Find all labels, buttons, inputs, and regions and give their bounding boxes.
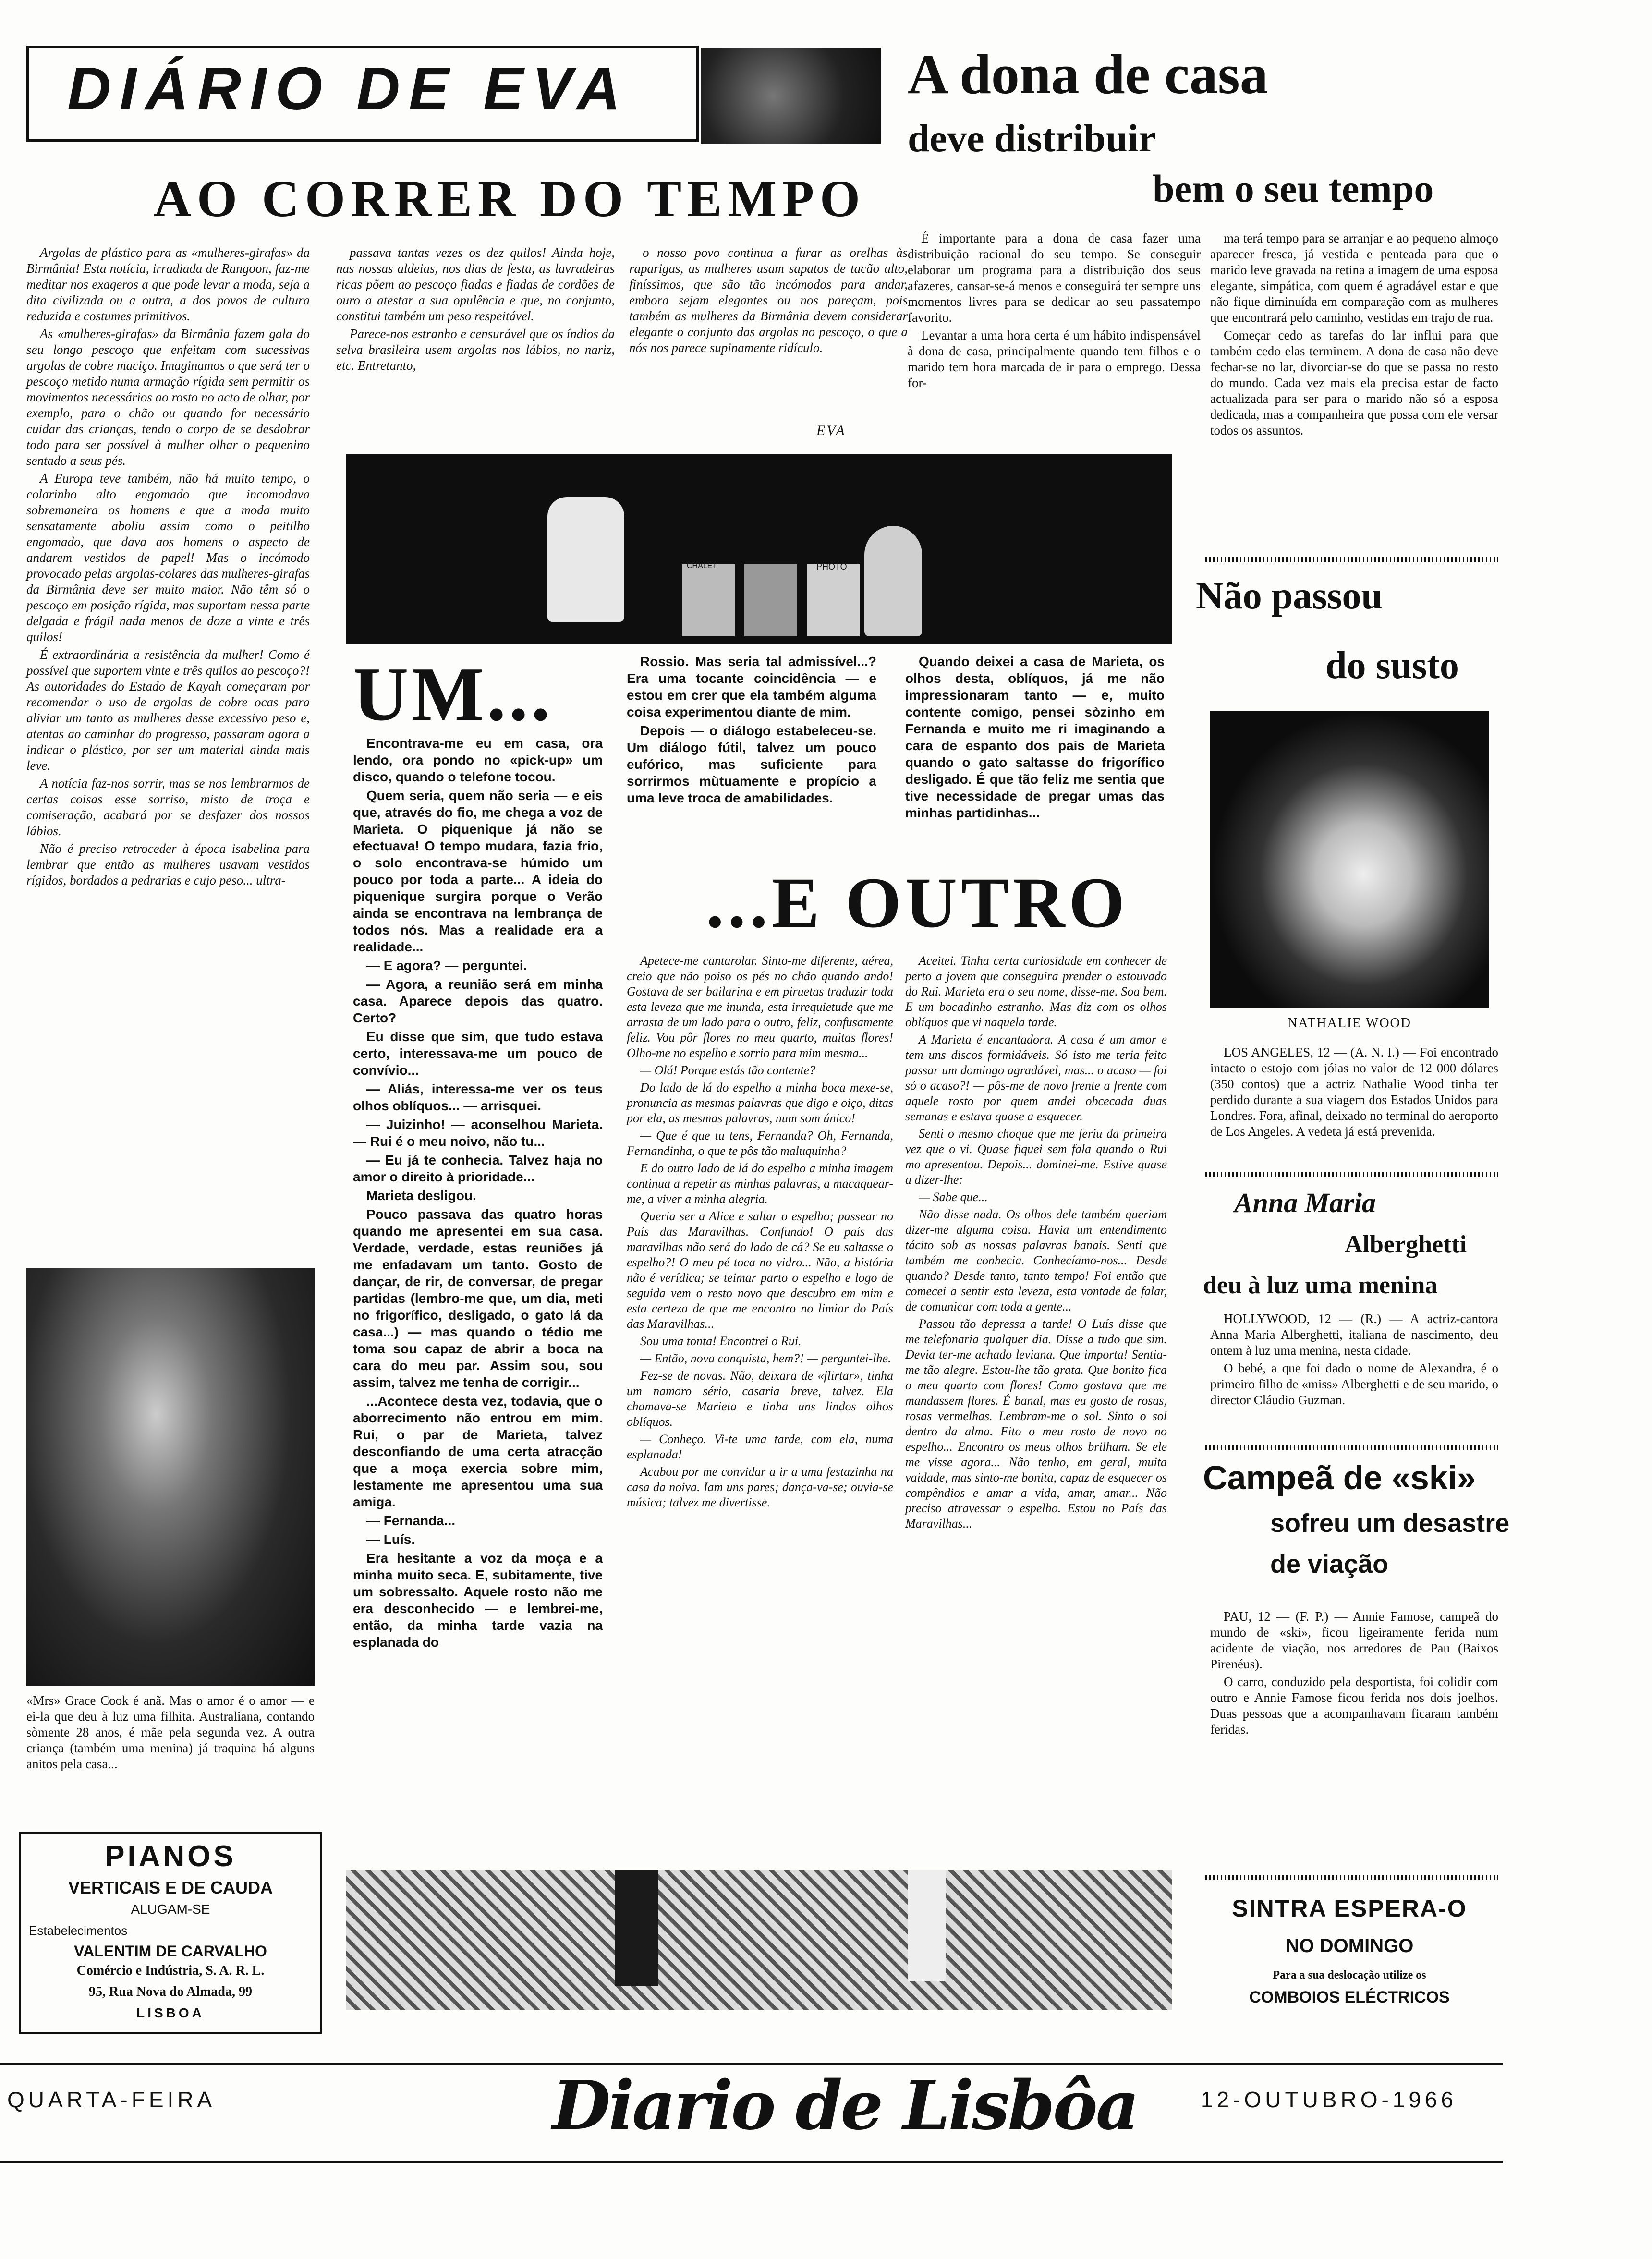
photo-figure: [864, 526, 922, 636]
photo-sign: PHOTO: [816, 562, 847, 571]
paragraph: o nosso povo continua a furar as orelhas às raparigas, as mulheres usam sapatos de tacão alto, finíssimos, que são tão incómodos para andar, embora sejam elegantes ou nos pareçam, pois também as mulheres da Birmânia devem considerar elegante o conjunto das argolas no pescoço, o que a nós nos parece supinamente ridículo.: [629, 245, 908, 355]
photo-legs: [908, 1870, 946, 1981]
paragraph: Rossio. Mas seria tal admissível...? Era uma tocante coincidência — e estou em crer que ela também alguma coisa experimentou diante de mim.: [627, 654, 876, 719]
pianos-ad-line: Comércio e Indústria, S. A. R. L.: [76, 1963, 265, 1978]
paragraph: Era hesitante a voz da moça e a minha muito seca. E, subitamente, tive um sobressalto. Aquele rosto não me era desconhecido — e lembrei-me, então, da minha tarde vazia na esplanada do: [353, 1551, 603, 1650]
paragraph: A Marieta é encantadora. A casa é um amor e tem uns discos formidáveis. Só isto me teria feito passar um domingo agradável, mas... o acaso — foi só o acaso?! — pôs-me de novo frente a frente com aquele rosto por quem andei obcecada duas semanas e estava quase a esquecer.: [905, 1032, 1167, 1123]
paragraph: — E agora? — perguntei.: [366, 958, 527, 973]
dona-headline-1: A dona de casa: [908, 43, 1268, 106]
paragraph: — Sabe que...: [919, 1190, 988, 1204]
paragraph: Apetece-me cantarolar. Sinto-me diferente, aérea, creio que não poiso os pés no chão quando ando! Gostava de ser bailarina e em piruetas traduzir toda esta leveza que me inunda, esta irrequietude que me arrasta de um lado para o outro, feliz, confusamente feliz. Vou pôr flores no meu quarto, muitas flores! Olho-me no espelho e sorrio para mim mesma...: [627, 954, 893, 1060]
story-title-um: UM...: [353, 651, 553, 737]
sintra-ad-line: SINTRA ESPERA-O: [1232, 1895, 1467, 1922]
ski-article: [1210, 1609, 1498, 1739]
nathalie-wood-photo: [1210, 711, 1489, 1008]
pianos-ad-line: VERTICAIS E DE CAUDA: [68, 1878, 273, 1897]
paragraph: É importante para a dona de casa fazer uma distribuição racional do seu tempo. Se conseguir elaborar um programa para a distribuição dos seus afazeres, cansar-se-á menos e conseguirá ter sempre uns momentos livres para se dedicar ao seu passatempo favorito.: [908, 231, 1201, 325]
paragraph: Depois — o diálogo estabeleceu-se. Um diálogo fútil, talvez um pouco eufórico, mas suficiente para sorrirmos mùtuamente e propício a uma leve troca de amabilidades.: [627, 723, 876, 805]
sintra-ad-line: COMBOIOS ELÉCTRICOS: [1249, 1988, 1450, 2006]
eva-masthead-title: DIÁRIO DE EVA: [67, 55, 629, 122]
separator: [1205, 1445, 1498, 1450]
eva-article-col2: [336, 245, 615, 376]
sintra-ad-line: Para a sua deslocação utilize os: [1273, 1969, 1426, 1981]
photo-sign: CHALET: [687, 562, 717, 570]
paragraph: Queria ser a Alice e saltar o espelho; passear no País das Maravilhas. Confundo! O país das maravilhas não será do lado de cá? Se eu saltasse o espelho?! O meu pé toca no vidro... Não, a história não é verídica; se teimar parto o espelho e logo de seguida vem o resto novo que descubro em mim e esta certeza de que me encontro no limiar do País das Maravilhas...: [627, 1209, 893, 1331]
story-bottom-photo: [346, 1870, 1172, 2010]
paragraph: Marieta desligou.: [366, 1188, 476, 1203]
dona-headline-3: bem o seu tempo: [1153, 167, 1434, 210]
paragraph: As «mulheres-girafas» da Birmânia fazem gala do seu longo pescoço que enfeitam com sucessivas argolas de cobre maciço. Imaginamos o que será ter o pescoço metido numa armação rígida sem permitir os movimentos necessários ao rosto no acto de olhar, por exemplo, para o chão ou quando for necessário cuidar das crianças, tendo o corpo de se desdobrar todo para ser possível à mulher olhar o pequenino sentado a seus pés.: [26, 327, 310, 468]
photo-display-panel: [744, 564, 797, 636]
paragraph: É extraordinária a resistência da mulher! Como é possível que suportem vinte e três quilos ao pescoço?! As autoridades do Estado de Kayah começaram por recomendar o uso de argolas de cobre ocas para aliviar um tanto as mulheres desse excessivo peso e, atentas ao caminhar do progresso, passaram agora a indicar o plástico, por ser um material ainda mais leve.: [26, 647, 310, 773]
paragraph: — Aliás, interessa-me ver os teus olhos oblíquos... — arrisquei.: [353, 1081, 603, 1113]
pianos-ad-title: PIANOS: [105, 1840, 236, 1873]
paragraph: E do outro lado de lá do espelho a minha imagem continua a repetir as minhas palavras, a macaquear-me, a viver a minha alegria.: [627, 1161, 893, 1206]
anna-article: [1210, 1311, 1498, 1410]
grace-cook-caption: «Mrs» Grace Cook é anã. Mas o amor é o amor — e ei-la que deu à luz uma filhita. Australiana, contando sòmente 28 anos, é mãe pela segunda vez. A outra criança (também uma menina) já traquina há alguns anitos pela casa...: [26, 1693, 315, 1771]
eva-headline: AO CORRER DO TEMPO: [154, 170, 866, 228]
story-top-photo: [346, 454, 1172, 644]
separator: [1205, 1875, 1498, 1880]
photo-legs: [615, 1870, 658, 1986]
anna-headline-2: Alberghetti: [1345, 1231, 1467, 1258]
paragraph: passava tantas vezes os dez quilos! Ainda hoje, nas nossas aldeias, nos dias de festa, as lavradeiras ricas põem ao pescoço fiadas e fiadas de cordões de ouro a atestar a sua opulência e que, no conjunto, constitui também um peso respeitável.: [336, 245, 615, 323]
pianos-ad-line: 95, Rua Nova do Almada, 99: [89, 1984, 252, 1999]
paragraph: A notícia faz-nos sorrir, mas se nos lembrarmos de certas coisas esse sorriso, misto de troça e comiseração, acabará por se desfazer dos nossos lábios.: [26, 776, 310, 838]
separator: [1205, 1172, 1498, 1177]
paragraph: — Luís.: [366, 1532, 415, 1547]
grace-cook-photo: [26, 1268, 315, 1686]
paragraph: — Que é que tu tens, Fernanda? Oh, Fernanda, Fernandinha, o que te pôs tão maluquinha?: [627, 1129, 893, 1158]
wood-headline-2: do susto: [1325, 644, 1459, 687]
paragraph: A Europa teve também, não há muito tempo, o colarinho alto engomado que incomodava sobremaneira os homens e que a moda muito sensatamente aboliu assim como o peitilho engomado, que dava aos homens o aspecto de andarem vestidos de papel! Mas o incómodo provocado pelas argolas-colares das mulheres-girafas da Birmânia deve ser muito maior. Não têm só o pescoço em posição rígida, mas suportam nessa parte delgada e frágil nada menos de doze a vinte e três quilos!: [26, 471, 310, 644]
paragraph: — Olá! Porque estás tão contente?: [640, 1063, 816, 1077]
wood-photo-caption: NATHALIE WOOD: [1288, 1016, 1411, 1031]
paragraph: Começar cedo as tarefas do lar influi para que também cedo elas terminem. A dona de casa não deve fechar-se no lar, divorciar-se do que se passa no resto do mundo. Cada vez mais ela precisa estar de facto actualizada para ser para o marido não só a esposa dedicada, mas a companheira que possa com ele versar todos os assuntos.: [1210, 328, 1498, 437]
paragraph: Passou tão depressa a tarde! O Luís disse que me telefonaria qualquer dia. Disse a tudo que sim. Devia ter-me achado leviana. Que importa! Sentia-me tão alegre. Estou-lhe tão grata. Que bonito fica o meu quarto com flores! Como gostava que me mandassem flores. É banal, mas eu gosto de rosas, rosas vermelhas. Lembram-me o sol. Sinto o sol dentro da alma. Fito o meu rosto de novo no espelho... Encontro os meus olhos brilham. Se ele me visse agora... Não tenho, em geral, muita vaidade, mas sinto-me bonita, capaz de esquecer os compêndios e amar a vida, amar, amar... Não preciso atravessar o espelho. Estou no País das Maravilhas...: [905, 1317, 1167, 1530]
eva-decorative-image: [701, 48, 881, 144]
paragraph: — Fernanda...: [366, 1513, 456, 1528]
footer-date: 12-OUTUBRO-1966: [1201, 2087, 1458, 2112]
paragraph: ma terá tempo para se arranjar e ao pequeno almoço aparecer fresca, já vestida e penteada para que o marido leve gravada na retina a imagem de uma esposa elegante, simpática, com quem é agradável estar e que não fique diminuída em comparação com as mulheres que encontrará pelo caminho, vestidas em trajo de rua.: [1210, 231, 1498, 325]
ski-headline-2: sofreu um desastre: [1270, 1509, 1510, 1538]
eva-article-col1: [26, 245, 310, 890]
paragraph: Acabou por me convidar a ir a uma festazinha na casa da noiva. Iam uns pares; dança-va-se; ouvia-se música; talvez me divertisse.: [627, 1465, 893, 1509]
paragraph: — Juizinho! — aconselhou Marieta. — Rui é o meu noivo, não tu...: [353, 1117, 603, 1149]
paragraph: Pouco passava das quatro horas quando me apresentei em sua casa. Verdade, verdade, estas reuniões já me enfadavam um tanto. Gosto de dançar, de rir, de conversar, de pregar partidas (lembro-me que, um dia, meti no frigorífico, desligado, o gato lá da casa...) — mas quando o tédio me toma sou capaz de abrir a boca na cara do meu par. Assim sou, sou assim, talvez me tenha de corrigir...: [353, 1207, 603, 1390]
paragraph: Sou uma tonta! Encontrei o Rui.: [640, 1334, 802, 1348]
paragraph: ...Acontece desta vez, todavia, que o aborrecimento não entrou em mim. Rui, o par de Marieta, talvez desconfiando de uma certa atracção que a moça exercia sobre mim, lestamente me apresentou uma sua amiga.: [353, 1394, 603, 1509]
dona-headline-2: deve distribuir: [908, 116, 1156, 160]
pianos-ad-line: VALENTIM DE CARVALHO: [74, 1943, 267, 1960]
paragraph: Argolas de plástico para as «mulheres-girafas» da Birmânia! Esta notícia, irradiada de Rangoon, faz-me meditar nos exageros a que pode levar a moda, seja a dita civilizada ou a outra, a dos povos de cultura reduzida e costumes primitivos.: [26, 245, 310, 323]
photo-display-panel: [807, 564, 860, 636]
story-outro-col2: [905, 953, 1167, 1533]
footer-day: QUARTA-FEIRA: [7, 2087, 216, 2112]
wood-article: LOS ANGELES, 12 — (A. N. I.) — Foi encontrado intacto o estojo com jóias no valor de 12 000 dólares (350 contos) que a actriz Nathalie Wood tinha ter perdido durante a sua viagem dos Estados Unidos para Londres. Fora, afinal, deixado no terminal do aeroporto de Los Angeles. A vedeta já está prevenida.: [1210, 1045, 1498, 1139]
paragraph: Encontrava-me eu em casa, ora lendo, ora pondo no «pick-up» um disco, quando o telefone tocou.: [353, 736, 603, 784]
paragraph: Fez-se de novas. Não, deixara de «flirtar», tinha um namoro sério, casaria breve, talvez. Ela chamava-se Marieta e tinha uns lindos olhos oblíquos.: [627, 1369, 893, 1429]
footer-rule-bottom: [0, 2161, 1503, 2163]
paragraph: Quem seria, quem não seria — e eis que, através do fio, me chega a voz de Marieta. O piquenique já não se efectuava! O tempo mudara, fazia frio, o solo encontrava-se húmido um pouco por toda a parte... A ideia do piquenique surgira porque o Verão ainda se encontrava na lembrança de todos nós. Mas a realidade era a realidade...: [353, 788, 603, 954]
paragraph: Aceitei. Tinha certa curiosidade em conhecer de perto a jovem que conseguira prender o estouvado do Rui. Marieta era o seu nome, disse-me. Soa bem. E um bocadinho estranho. Mas diz com os olhos oblíquos que vi naquela tarde.: [905, 954, 1167, 1029]
paragraph: O bebé, a que foi dado o nome de Alexandra, é o primeiro filho de «miss» Alberghetti e de seu marido, o director Cláudio Guzman.: [1210, 1361, 1498, 1407]
pianos-ad-line: ALUGAM-SE: [131, 1902, 210, 1917]
anna-headline-3: deu à luz uma menina: [1203, 1272, 1438, 1299]
paragraph: Levantar a uma hora certa é um hábito indispensável à dona de casa, principalmente quando tem filhos e o marido tem hora marcada de ir para o emprego. Dessa for-: [908, 328, 1201, 390]
story-um-col1: [353, 735, 603, 1652]
story-title-outro: ...E OUTRO: [706, 863, 1129, 943]
pianos-ad-line: LISBOA: [136, 2005, 205, 2020]
paragraph: — Então, nova conquista, hem?! — perguntei-lhe.: [640, 1351, 891, 1365]
paragraph: — Eu já te conhecia. Talvez haja no amor o direito à prioridade...: [353, 1153, 603, 1184]
paragraph: PAU, 12 — (F. P.) — Annie Famose, campeã do mundo de «ski», ficou ligeiramente ferida num acidente de viação, nos arredores de Pau (Baixos Pirenéus).: [1210, 1609, 1498, 1671]
paragraph: — Conheço. Vi-te uma tarde, com ela, numa esplanada!: [627, 1432, 893, 1461]
paragraph: Não disse nada. Os olhos dele também queriam dizer-me alguma coisa. Havia um entendimento tácito sob as nossas palavras banais. Senti que também me conhecia. Conhecíamo-nos... Desde quando? Desde tanto, tanto tempo! Foi então que comecei a sentir esta leveza, esta vontade de falar, de comunicar com toda a gente...: [905, 1207, 1167, 1313]
dona-article-col1: [908, 231, 1201, 393]
eva-article-col3: [629, 245, 908, 358]
photo-figure: [547, 497, 624, 622]
ski-headline-1: Campeã de «ski»: [1203, 1459, 1476, 1496]
wood-headline-1: Não passou: [1196, 575, 1383, 617]
story-um-col2: [627, 653, 876, 808]
paragraph: Quando deixei a casa de Marieta, os olhos desta, oblíquos, já me não impressionaram tanto — e, muito contente comigo, pensei sòzinho em Fernanda e muito me ri imaginando a cara de espanto dos pais de Marieta quando o gato saltasse do frigorífico desligado. É que tão feliz me sentia que tive necessidade de pregar umas das minhas partidinhas...: [905, 654, 1165, 820]
separator: [1205, 557, 1498, 562]
anna-headline-1: Anna Maria: [1234, 1187, 1376, 1218]
dona-article-col2: [1210, 231, 1498, 440]
sintra-ad-line: NO DOMINGO: [1285, 1935, 1414, 1956]
paragraph: HOLLYWOOD, 12 — (R.) — A actriz-cantora Anna Maria Alberghetti, italiana de nascimento, deu ontem à luz uma menina, nesta cidade.: [1210, 1312, 1498, 1358]
story-um-col3: [905, 653, 1165, 823]
paragraph: Senti o mesmo choque que me feriu da primeira vez que o vi. Quase fiquei sem fala quando o Rui mo apresentou. Depois... dominei-me. Estive quase a dizer-lhe:: [905, 1127, 1167, 1187]
footer-masthead: Diario de Lisbôa: [552, 2066, 1138, 2145]
ski-headline-3: de viação: [1270, 1550, 1389, 1579]
pianos-ad-line: Estabelecimentos: [29, 1923, 128, 1938]
paragraph: Não é preciso retroceder à época isabelina para lembrar que então as mulheres usavam vestidos rígidos, bordados a pedrarias e cujo peso... ultra-: [26, 841, 310, 887]
paragraph: Do lado de lá do espelho a minha boca mexe-se, pronuncia as mesmas palavras que digo e oiço, ditas por ela, as mesmas palavras, num som único!: [627, 1081, 893, 1125]
paragraph: Parece-nos estranho e censurável que os índios da selva brasileira usem argolas nos lábios, no nariz, etc. Entretanto,: [336, 327, 615, 373]
paragraph: O carro, conduzido pela desportista, foi colidir com outro e Annie Famose ficou ferida nos dois joelhos. Duas pessoas que a acompanhavam ficaram também feridas.: [1210, 1675, 1498, 1737]
story-outro-col1: [627, 953, 893, 1512]
eva-signature: EVA: [816, 423, 846, 438]
paragraph: Eu disse que sim, que tudo estava certo, interessava-me um pouco de convívio...: [353, 1029, 603, 1078]
paragraph: — Agora, a reunião será em minha casa. Aparece depois das quatro. Certo?: [353, 977, 603, 1025]
photo-display-panel: [682, 564, 735, 636]
